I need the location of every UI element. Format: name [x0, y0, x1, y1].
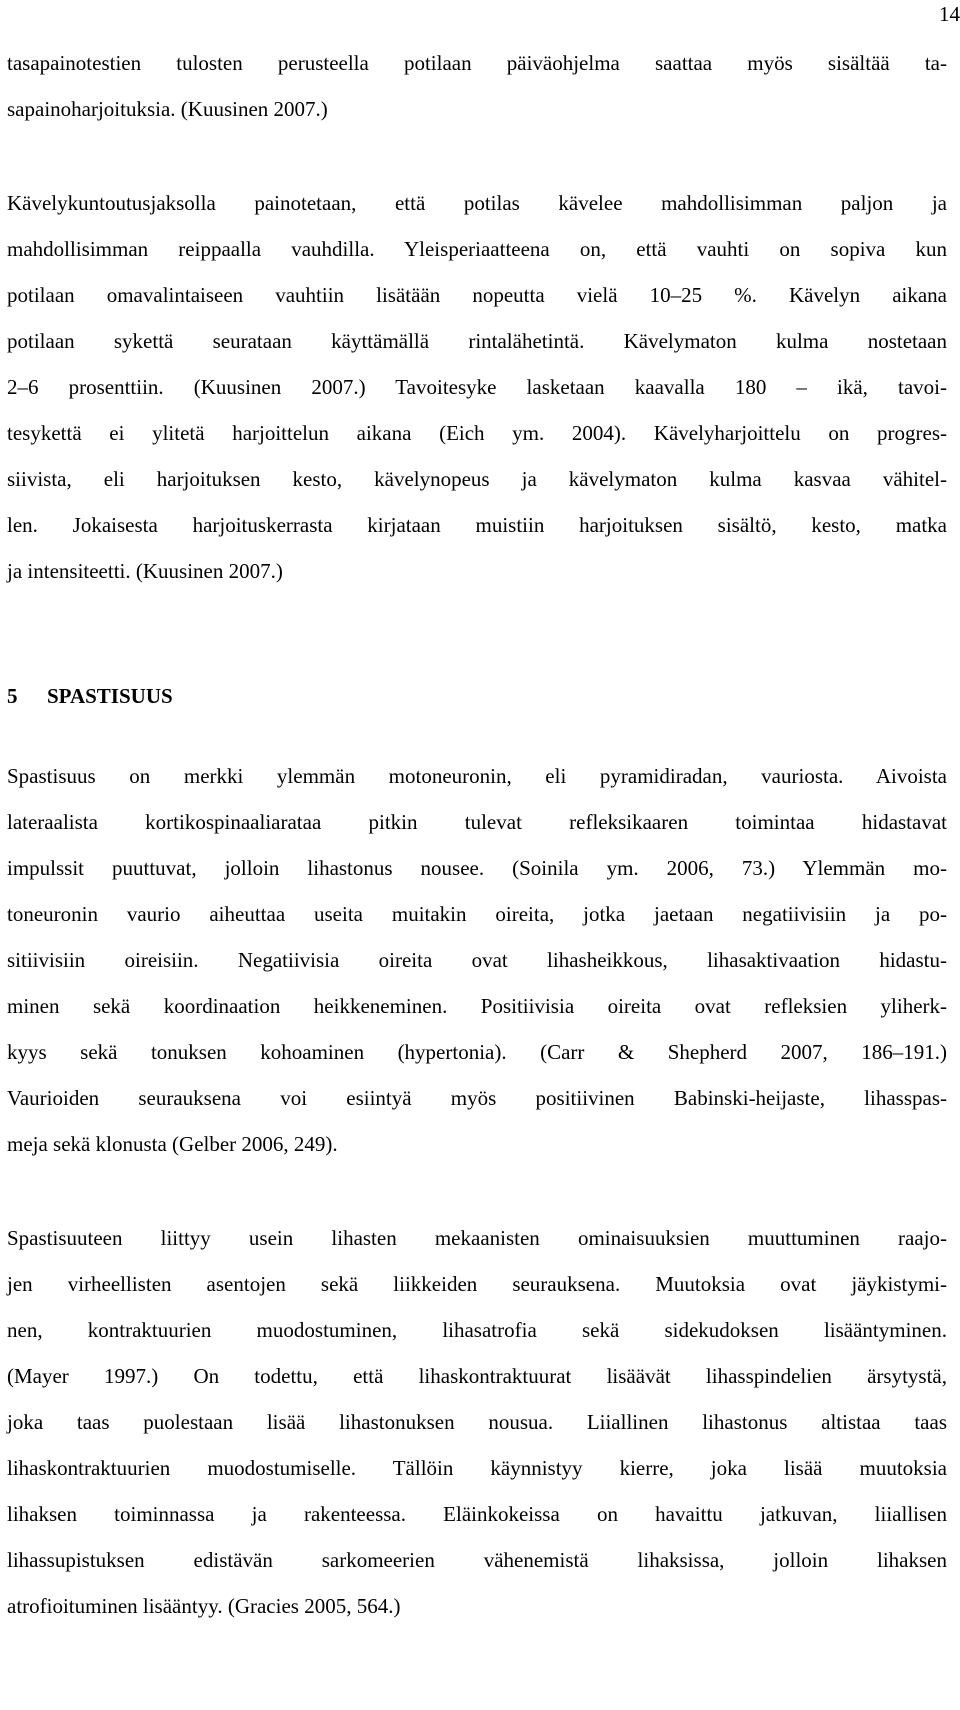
text-line: ja intensiteetti. (Kuusinen 2007.): [7, 559, 283, 583]
text-line: lihaksen toiminnassa ja rakenteessa. Eläinkokeissa on havaittu jatkuvan, liiallisen: [7, 1502, 947, 1526]
section-heading: [7, 673, 947, 719]
text-line: meja sekä klonusta (Gelber 2006, 249).: [7, 1132, 338, 1156]
text-line: Spastisuus on merkki ylemmän motoneuronin, eli pyramidiradan, vauriosta. Aivoista: [7, 764, 947, 788]
text-line: lihaskontraktuurien muodostumiselle. Tällöin käynnistyy kierre, joka lisää muutoksia: [7, 1456, 947, 1480]
text-line: len. Jokaisesta harjoituskerrasta kirjataan muistiin harjoituksen sisältö, kesto, matka: [7, 513, 947, 537]
text-line: siivista, eli harjoituksen kesto, kävelynopeus ja kävelymaton kulma kasvaa vähitel-: [7, 467, 947, 491]
text-line: kyys sekä tonuksen kohoaminen (hypertonia). (Carr & Shepherd 2007, 186–191.): [7, 1040, 947, 1064]
text-line: toneuronin vaurio aiheuttaa useita muitakin oireita, jotka jaetaan negatiivisiin ja po-: [7, 902, 947, 926]
text-line: atrofioituminen lisääntyy. (Gracies 2005, 564.): [7, 1594, 401, 1618]
text-line: tesykettä ei ylitetä harjoittelun aikana (Eich ym. 2004). Kävelyharjoittelu on progres-: [7, 421, 947, 445]
paragraph-mechanical-changes: [7, 1215, 947, 1629]
text-line: lihassupistuksen edistävän sarkomeerien vähenemistä lihaksissa, jolloin lihaksen: [7, 1548, 947, 1572]
paragraph-walking-rehabilitation: [7, 180, 947, 594]
text-line: 2–6 prosenttiin. (Kuusinen 2007.) Tavoitesyke lasketaan kaavalla 180 – ikä, tavoi-: [7, 375, 947, 399]
text-line: mahdollisimman reippaalla vauhdilla. Yleisperiaatteena on, että vauhti on sopiva kun: [7, 237, 947, 261]
page-number: 14: [939, 2, 960, 26]
text-line: nen, kontraktuurien muodostuminen, lihasatrofia sekä sidekudoksen lisääntyminen.: [7, 1318, 947, 1342]
text-line: tasapainotestien tulosten perusteella potilaan päiväohjelma saattaa myös sisältää ta-: [7, 51, 947, 75]
text-line: impulssit puuttuvat, jolloin lihastonus nousee. (Soinila ym. 2006, 73.) Ylemmän mo-: [7, 856, 947, 880]
paragraph-balance-training: [7, 40, 947, 132]
text-line: sapainoharjoituksia. (Kuusinen 2007.): [7, 97, 328, 121]
document-body: [7, 40, 947, 1629]
text-line: Vaurioiden seurauksena voi esiintyä myös positiivinen Babinski-heijaste, lihasspas-: [7, 1086, 947, 1110]
text-line: lateraalista kortikospinaaliarataa pitkin tulevat refleksikaaren toimintaa hidastavat: [7, 810, 947, 834]
text-line: sitiivisiin oireisiin. Negatiivisia oireita ovat lihasheikkous, lihasaktivaation hidastu-: [7, 948, 947, 972]
section-number: 5: [7, 684, 18, 708]
text-line: potilaan sykettä seurataan käyttämällä rintalähetintä. Kävelymaton kulma nostetaan: [7, 329, 947, 353]
paragraph-spasticity-definition: [7, 753, 947, 1167]
text-line: minen sekä koordinaation heikkeneminen. Positiivisia oireita ovat refleksien yliherk-: [7, 994, 947, 1018]
section-title: SPASTISUUS: [47, 684, 173, 708]
text-line: Spastisuuteen liittyy usein lihasten mekaanisten ominaisuuksien muuttuminen raajo-: [7, 1226, 947, 1250]
text-line: jen virheellisten asentojen sekä liikkeiden seurauksena. Muutoksia ovat jäykistymi-: [7, 1272, 947, 1296]
text-line: Kävelykuntoutusjaksolla painotetaan, että potilas kävelee mahdollisimman paljon ja: [7, 191, 947, 215]
text-line: joka taas puolestaan lisää lihastonuksen nousua. Liiallinen lihastonus altistaa taas: [7, 1410, 947, 1434]
text-line: potilaan omavalintaiseen vauhtiin lisätään nopeutta vielä 10–25 %. Kävelyn aikana: [7, 283, 947, 307]
text-line: (Mayer 1997.) On todettu, että lihaskontraktuurat lisäävät lihasspindelien ärsytystä,: [7, 1364, 947, 1388]
